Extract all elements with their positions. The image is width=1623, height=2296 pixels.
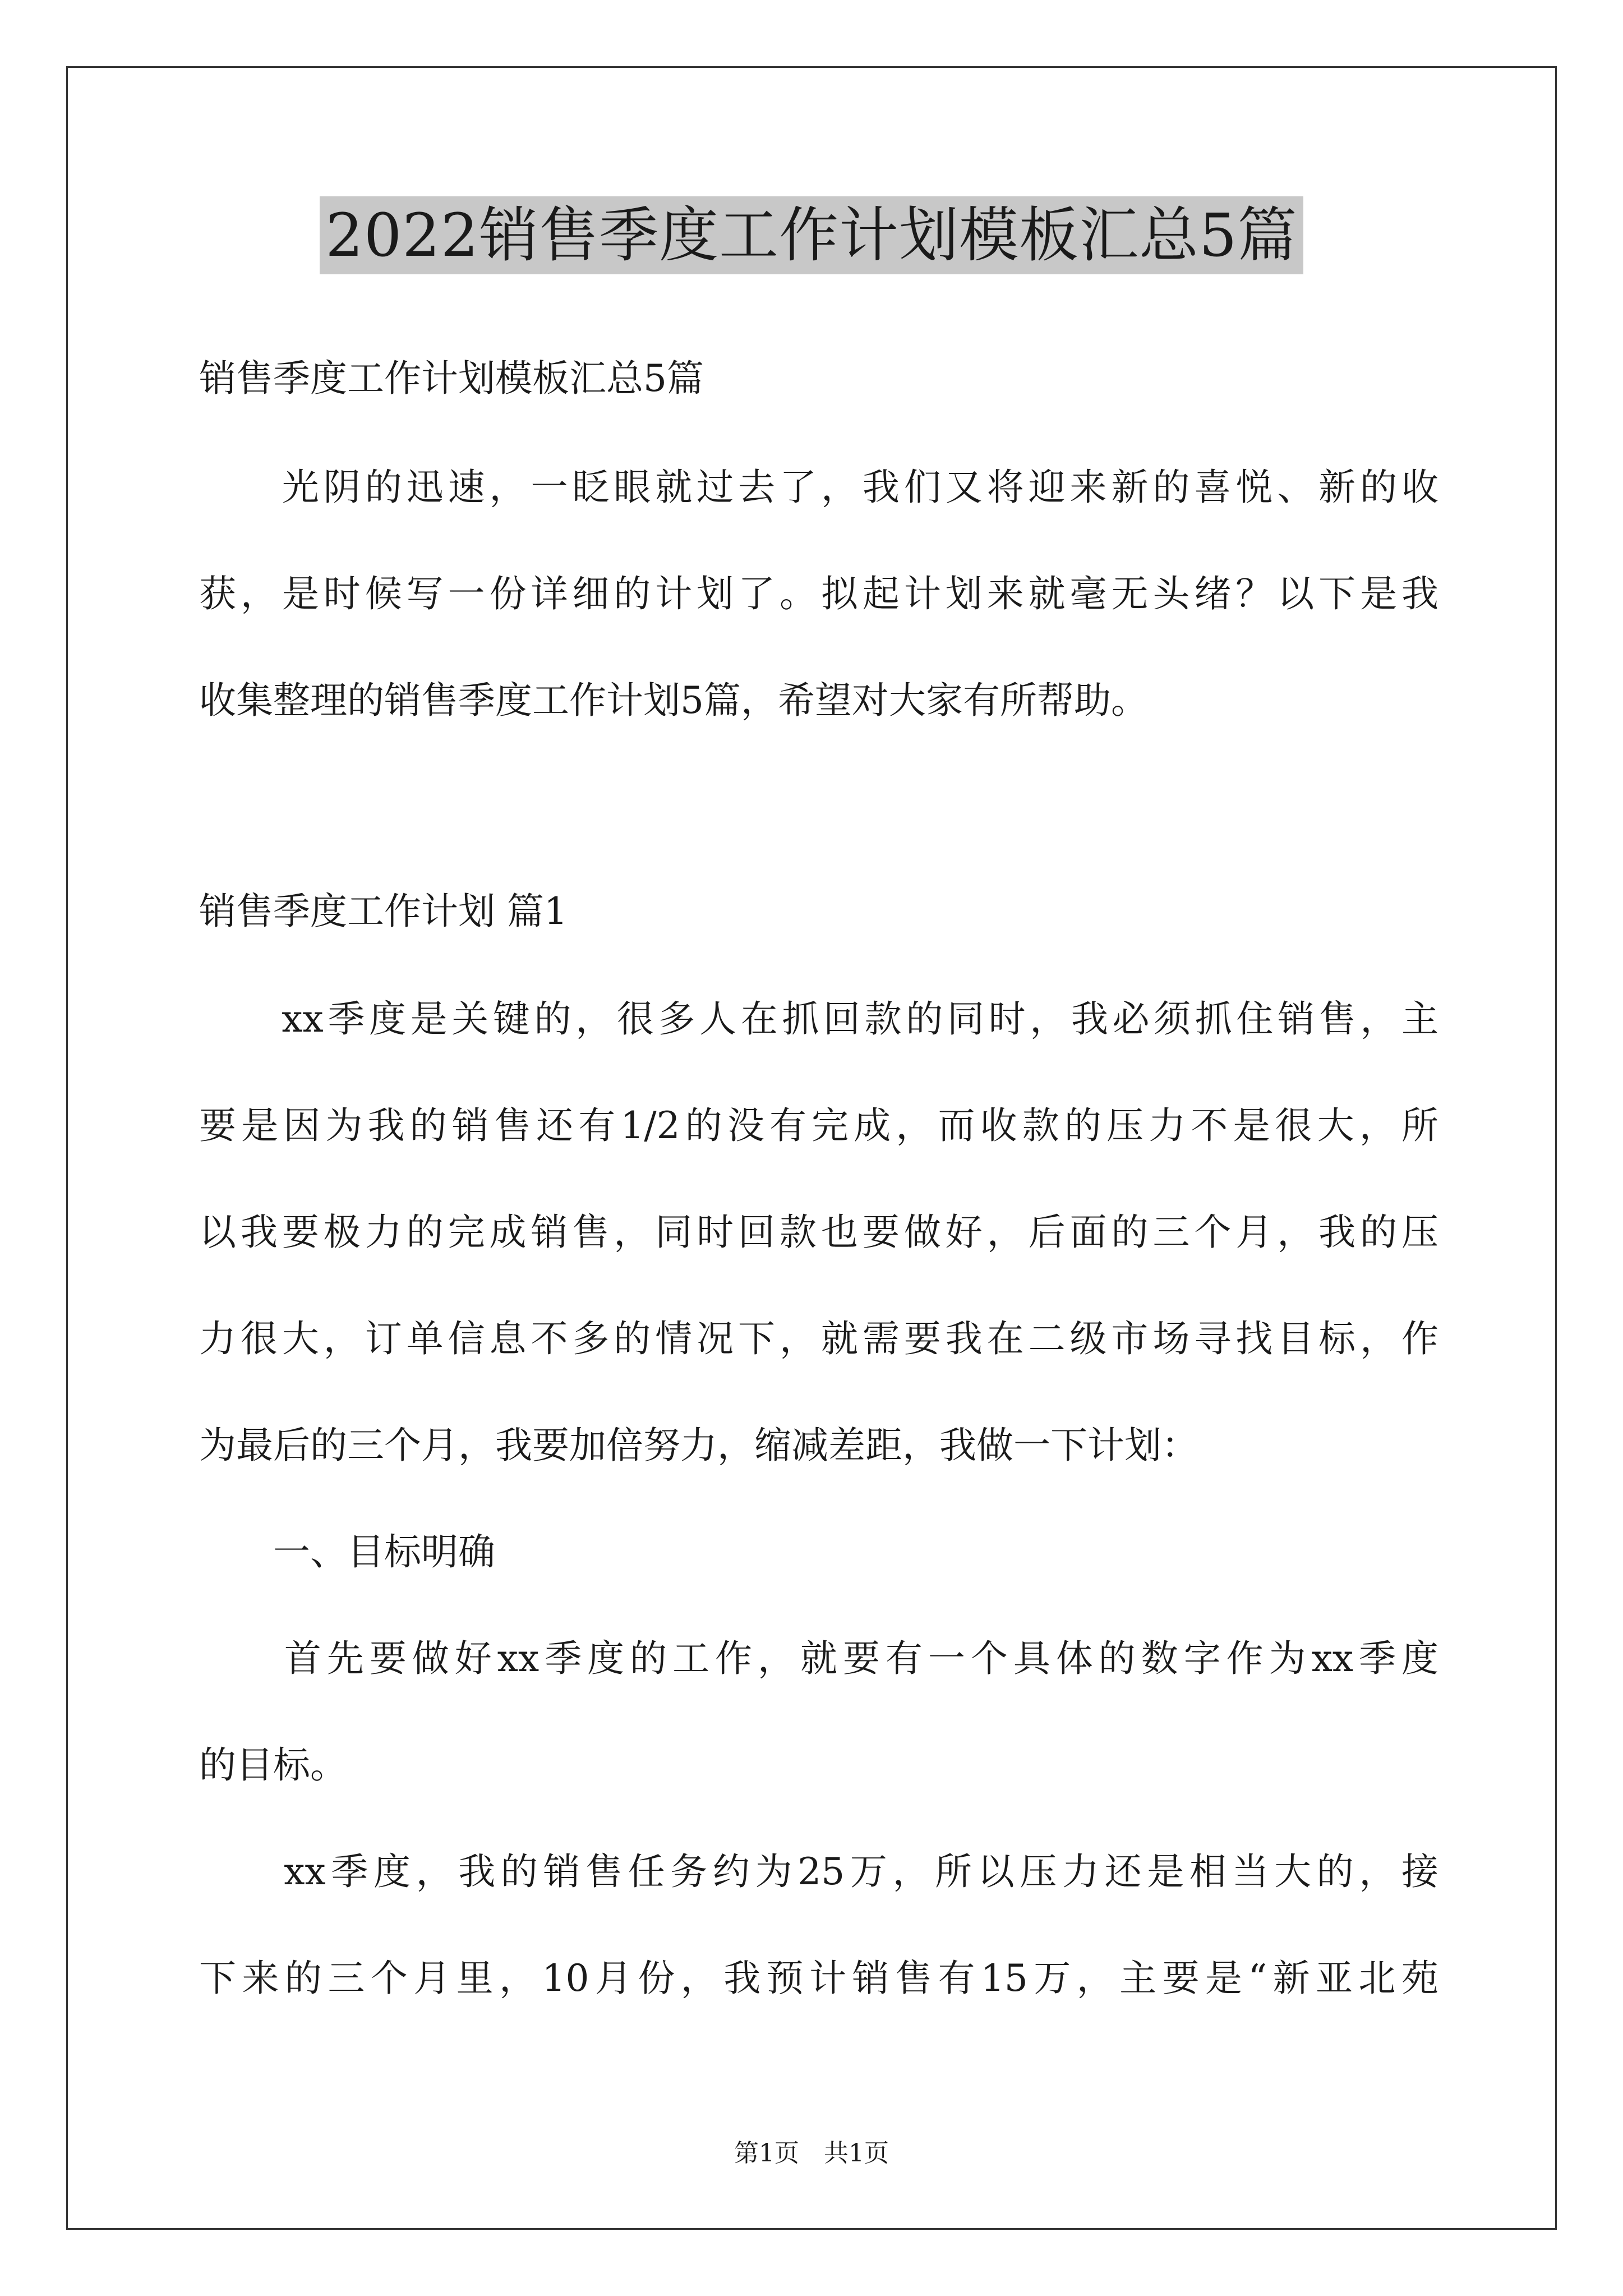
body-line: 首先要做好xx季度的工作，就要有一个具体的数字作为xx季度 <box>199 1637 1438 1680</box>
section-heading: 销售季度工作计划 篇1 <box>199 890 568 933</box>
page-footer: 第1页 共1页 <box>734 2139 889 2168</box>
document-title: 2022销售季度工作计划模板汇总5篇 <box>320 196 1303 274</box>
body-line: 的目标。 <box>199 1743 347 1787</box>
body-line: 力很大，订单信息不多的情况下，就需要我在二级市场寻找目标，作 <box>199 1317 1438 1360</box>
body-line: 下来的三个月里，10月份，我预计销售有15万，主要是“新亚北苑 <box>199 1957 1438 2000</box>
body-line: 收集整理的销售季度工作计划5篇，希望对大家有所帮助。 <box>199 679 1148 722</box>
body-line: 为最后的三个月，我要加倍努力，缩减差距，我做一下计划： <box>199 1424 1198 1467</box>
body-line: 获，是时候写一份详细的计划了。拟起计划来就毫无头绪？以下是我 <box>199 572 1438 615</box>
title-container <box>0 196 1623 274</box>
sub-heading: 一、目标明确 <box>199 1530 495 1573</box>
body-line: xx季度，我的销售任务约为25万，所以压力还是相当大的，接 <box>199 1850 1438 1893</box>
body-line: 要是因为我的销售还有1/2的没有完成，而收款的压力不是很大，所 <box>199 1104 1438 1147</box>
body-line: 以我要极力的完成销售，同时回款也要做好，后面的三个月，我的压 <box>199 1211 1438 1254</box>
body-line: xx季度是关键的，很多人在抓回款的同时，我必须抓住销售，主 <box>199 997 1438 1041</box>
subtitle-line: 销售季度工作计划模板汇总5篇 <box>199 357 704 400</box>
body-line: 光阴的迅速，一眨眼就过去了，我们又将迎来新的喜悦、新的收 <box>199 466 1438 509</box>
